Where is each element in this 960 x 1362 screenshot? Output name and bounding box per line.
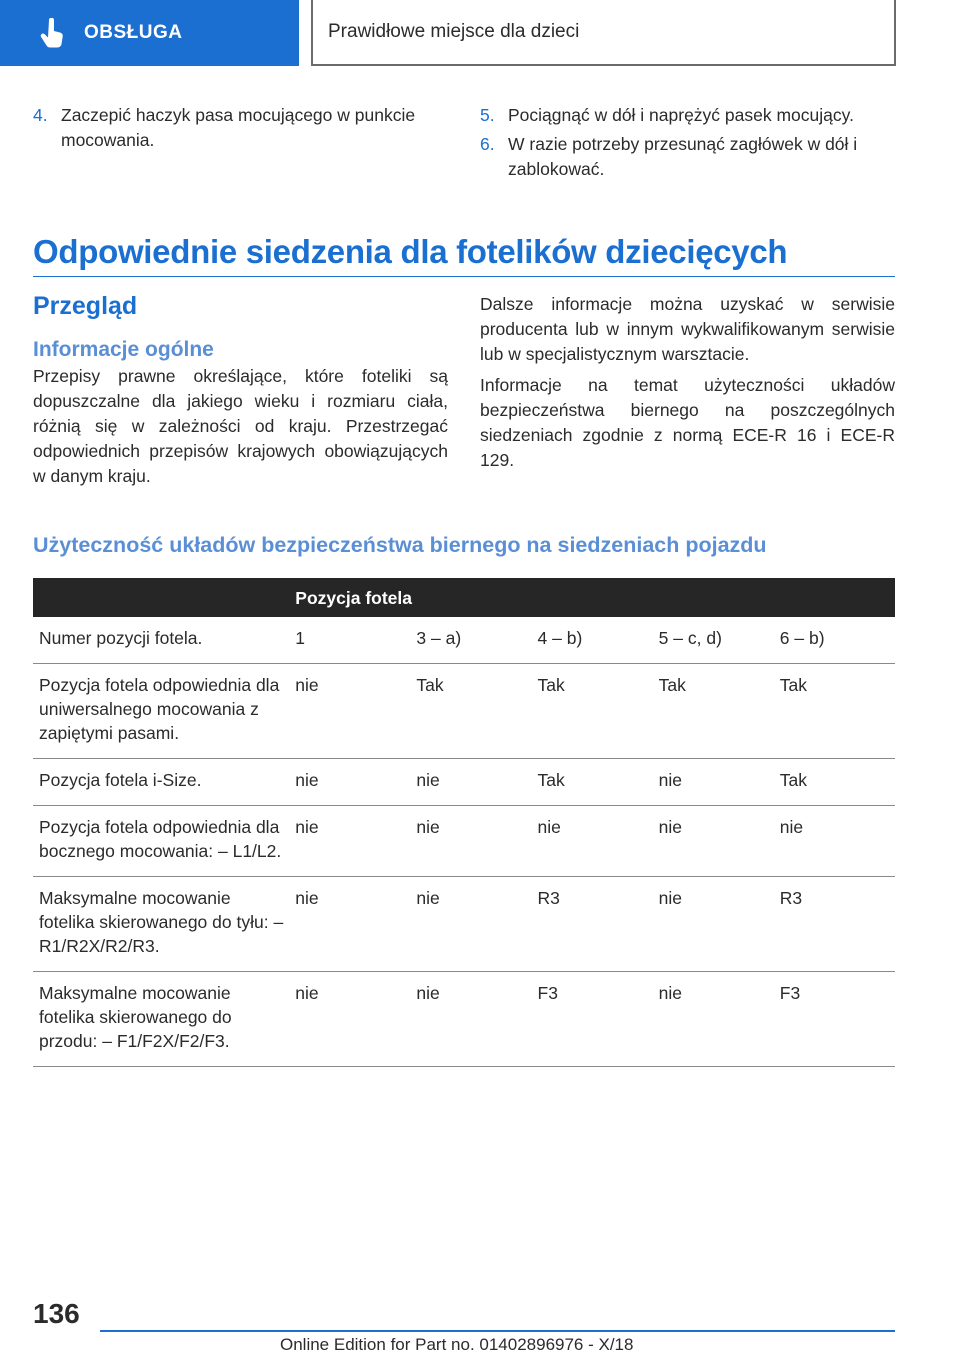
overview-left-column [33,290,448,489]
table-cell: nie [410,759,531,806]
step-number: 5. [480,105,495,125]
page-title: Prawidłowe miejsce dla dzieci [311,0,896,66]
table-row [33,617,895,664]
seat-suitability-table [33,578,895,1067]
section-label: OBSŁUGA [84,22,183,43]
table-cell: nie [289,759,410,806]
table-row [33,759,895,806]
table-header-seat-position: Pozycja fotela [295,587,413,608]
table-cell: nie [774,806,895,877]
table-row [33,806,895,877]
table-cell: Tak [532,759,653,806]
table-cell: 1 [289,617,410,664]
step-list-right [480,103,895,186]
table-cell: 4 – b) [532,617,653,664]
table-row-label: Maksymalne mocowanie fotelika skierowanego do przodu: – F1/F2X/F2/F3. [33,972,289,1067]
regulations-paragraph: Przepisy prawne określające, które foteliki są dopuszczalne dla jakiego wieku i rozmiaru ciała, różnią się w zależności od kraju. Przestrzegać odpowiednich przepisów krajowych obowiązujących w danym kraju. [33,366,448,486]
table-row [33,664,895,759]
table-cell: nie [289,877,410,972]
table-cell: Tak [653,664,774,759]
ece-info-paragraph: Informacje na temat użyteczności układów bezpieczeństwa biernego na poszczególnych siedzeniach zgodnie z normą ECE-R 16 i ECE-R 129. [480,375,895,470]
table-row-label: Numer pozycji fotela. [33,617,289,664]
table-cell: nie [653,877,774,972]
hand-pointer-icon [38,18,66,48]
step-text: Zaczepić haczyk pasa mocującego w punkcie mocowania. [61,105,416,150]
table-header-row [33,578,895,617]
footer-edition: Online Edition for Part no. 01402896976 - X/18 [280,1335,634,1354]
table-row-label: Pozycja fotela odpowiednia dla bocznego mocowania: – L1/L2. [33,806,289,877]
table-cell: R3 [532,877,653,972]
general-info-heading: Informacje ogólne [33,338,214,361]
table-body [33,617,895,1067]
table-cell: Tak [532,664,653,759]
table-cell: nie [532,806,653,877]
table-cell: nie [289,972,410,1067]
table-cell: 3 – a) [410,617,531,664]
table-cell: F3 [532,972,653,1067]
section-tab[interactable] [0,0,299,66]
page-number: 136 [33,1298,80,1329]
table-cell: nie [410,877,531,972]
table-cell: Tak [410,664,531,759]
table-title: Użyteczność układów bezpieczeństwa biernego na siedzeniach pojazdu [33,533,767,557]
table-cell: 6 – b) [774,617,895,664]
subsection-heading: Przegląd [33,292,138,320]
step-text: Pociągnąć w dół i naprężyć pasek mocujący. [508,105,854,125]
footer-divider [100,1330,895,1332]
table-cell: nie [653,972,774,1067]
table-cell: Tak [774,759,895,806]
table-cell: nie [653,806,774,877]
step-item [33,103,448,153]
overview-right-column [480,292,895,473]
step-list-left [33,103,448,157]
step-text: W razie potrzeby przesunąć zagłówek w dół i zablokować. [508,134,858,179]
table-cell: nie [289,806,410,877]
step-number: 6. [480,134,495,154]
table-row-label: Pozycja fotela odpowiednia dla uniwersalnego mocowania z zapiętymi pasami. [33,664,289,759]
table-cell: F3 [774,972,895,1067]
table-row [33,972,895,1067]
table-row [33,877,895,972]
service-info-paragraph: Dalsze informacje można uzyskać w serwisie producenta lub w innym wykwalifikowanym serwisie lub w specjalistycznym warsztacie. [480,294,895,364]
section-heading: Odpowiednie siedzenia dla fotelików dziecięcych [33,232,895,277]
step-item [480,103,895,128]
table-cell: nie [653,759,774,806]
table-cell: Tak [774,664,895,759]
table-cell: nie [410,806,531,877]
table-cell: R3 [774,877,895,972]
table-row-label: Pozycja fotela i-Size. [33,759,289,806]
table-header-blank [33,578,289,617]
table-cell: 5 – c, d) [653,617,774,664]
step-item [480,132,895,182]
table-cell: nie [410,972,531,1067]
table-cell: nie [289,664,410,759]
table-row-label: Maksymalne mocowanie fotelika skierowanego do tyłu: – R1/R2X/R2/R3. [33,877,289,972]
step-number: 4. [33,105,48,125]
